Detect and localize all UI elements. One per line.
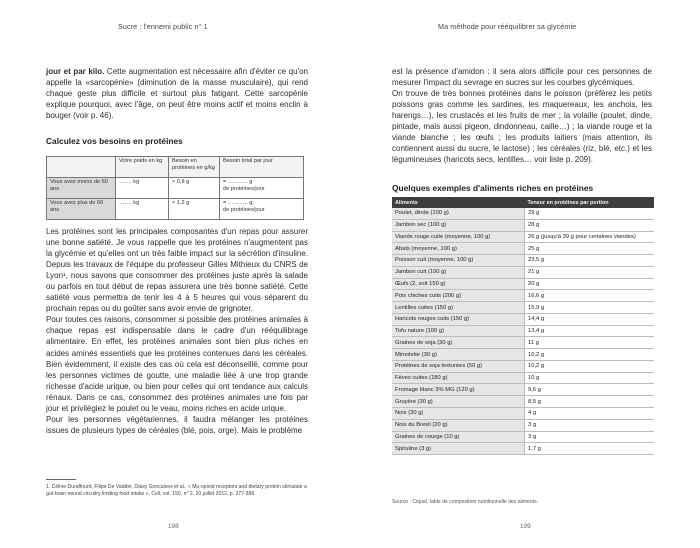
body-paragraph: On trouve de très bonnes protéines dans le poisson (préférez les petits poissons gras comme les sardines, les maquereaux, les anchois, les harengs…), les crustacés et les fruits de mer ; la volaille (poulet, dinde, pintade, mais aussi pigeon, dindonneau, caille…) ; la viande rouge et la viande blanche ; les œufs ; les produits laitiers (mais attention, ils contiennent aussi du sucre, le lactose) ; les céréales (riz, blé, etc.) et les légumineuses (haricots secs, lentilles… voir liste p. 209).: [392, 89, 652, 165]
table-row: [392, 302, 654, 314]
value-column-header: Teneur en protéines par portion: [525, 197, 655, 208]
protein-value-cell: 23,5 g: [525, 255, 655, 267]
protein-value-cell: 25 g: [525, 243, 655, 255]
needs-total-unit: de protéines/jour: [223, 207, 265, 214]
needs-factor-cell: × 1,2 g: [169, 199, 220, 220]
food-table-header: [392, 197, 654, 208]
right-page: [350, 0, 700, 548]
footnote: 1. Céline Duraffourd, Filipe De Vadder, Daisy Goncalves et al., « Mu-opioid receptors and dietary protein stimulate a gut-brain neural circuitry limiting food intake », Cell, vol. 150, n° 2, 20 juillet 2012, p. 377-388.: [46, 484, 307, 497]
protein-value-cell: 16,6 g: [525, 290, 655, 302]
food-name-cell: Mimolette (30 g): [392, 349, 525, 361]
food-name-cell: Graines de courge (10 g): [392, 431, 525, 443]
needs-header-blank: [47, 157, 116, 178]
needs-weight-cell: ……. kg: [116, 199, 169, 220]
needs-row-label: Vous avez plus de 60 ans: [47, 199, 116, 220]
food-name-cell: Jambon sec (100 g): [392, 219, 525, 231]
table-row: [392, 208, 654, 219]
needs-row-over-60: [47, 199, 304, 220]
protein-value-cell: 3 g: [525, 419, 655, 431]
protein-foods-table: [392, 197, 654, 455]
needs-header-total: Besoin total par jour: [220, 157, 304, 178]
table-row: [392, 419, 654, 431]
table-row: [392, 266, 654, 278]
protein-value-cell: 20 g: [525, 278, 655, 290]
table-row: [392, 408, 654, 420]
food-name-cell: Graines de soja (30 g): [392, 337, 525, 349]
table-row: [392, 443, 654, 455]
protein-value-cell: 10,2 g: [525, 360, 655, 372]
needs-factor-cell: × 0,8 g: [169, 178, 220, 199]
table-row: [392, 243, 654, 255]
needs-table-header: [47, 157, 304, 178]
table-row: [392, 349, 654, 361]
needs-title: Calculez vos besoins en protéines: [46, 136, 183, 146]
food-name-cell: Fromage blanc 3% MG (120 g): [392, 384, 525, 396]
table-row: [392, 396, 654, 408]
food-name-cell: Poisson cuit (moyenne, 100 g): [392, 255, 525, 267]
food-name-cell: Tofu nature (100 g): [392, 325, 525, 337]
needs-total-value: = ……….. g: [223, 200, 253, 206]
protein-value-cell: 29 g: [525, 208, 655, 219]
food-name-cell: Noix (30 g): [392, 408, 525, 420]
table-row: [392, 384, 654, 396]
food-name-cell: Œufs (2, soit 150 g): [392, 278, 525, 290]
right-page-number: 199: [520, 523, 531, 530]
food-name-cell: Jambon cuit (100 g): [392, 266, 525, 278]
protein-value-cell: 26 g (jusqu'à 39 g pour certaines viandes): [525, 231, 655, 243]
table-row: [392, 360, 654, 372]
food-name-cell: Pois chiches cuits (200 g): [392, 290, 525, 302]
protein-value-cell: 13,4 g: [525, 325, 655, 337]
protein-value-cell: 10 g: [525, 372, 655, 384]
needs-total-unit: de protéines/jour: [223, 186, 265, 193]
right-running-head: Ma méthode pour rééquilibrer sa glycémie: [438, 22, 577, 31]
needs-total-value: = ……….. g: [223, 179, 253, 185]
table-row: [392, 372, 654, 384]
table-source-note: Source : Ciqual, table de composition nutritionnelle des aliments.: [392, 499, 539, 505]
food-name-cell: Spiruline (3 g): [392, 443, 525, 455]
intro-lead: jour et par kilo.: [46, 67, 105, 76]
intro-paragraph: [46, 66, 308, 121]
body-paragraph: Pour toutes ces raisons, consommer si possible des protéines animales à chaque repas est indispensable dans le cadre d'un rééquilibrage alimentaire. En effet, les protéines animales sont bien plus riches en acides aminés essentiels que les protéines contenues dans les céréales. Bien évidemment, il existe des cas où cela est déconseillé, comme pour les personnes victimes de goutte, une maladie liée à une trop grande richesse d'acide urique, ou bien pour celles qui ont tendance aux calculs rénaux. Dans ce cas, consommez des protéines animales une fois par jour et privilégiez le poulet ou le veau, moins riches en acide urique.: [46, 315, 308, 413]
table-row: [392, 231, 654, 243]
footnote-divider: [46, 479, 76, 480]
protein-value-cell: 15,9 g: [525, 302, 655, 314]
left-page-number: 198: [168, 523, 179, 530]
needs-header-weight: Votre poids en kg: [116, 157, 169, 178]
food-name-cell: Haricots rouges cuits (150 g): [392, 313, 525, 325]
food-name-cell: Protéines de soja texturées (50 g): [392, 360, 525, 372]
left-running-head: Sucre : l'ennemi public n° 1: [118, 22, 208, 31]
protein-value-cell: 10,2 g: [525, 349, 655, 361]
protein-value-cell: 9,6 g: [525, 384, 655, 396]
protein-value-cell: 11 g: [525, 337, 655, 349]
protein-value-cell: 8,5 g: [525, 396, 655, 408]
food-name-cell: Fèves cuites (180 g): [392, 372, 525, 384]
table-row: [392, 325, 654, 337]
left-body-text: [46, 226, 308, 436]
body-paragraph: Pour les personnes végétariennes, il faudra mélanger les protéines issues de plusieurs types de céréales (blé, pois, orge). Mais le problème: [46, 414, 308, 435]
needs-weight-cell: ……. kg: [116, 178, 169, 199]
needs-total-cell: [220, 199, 304, 220]
needs-table: [46, 156, 304, 220]
food-column-header: Aliments: [392, 197, 525, 208]
right-body-text: [392, 66, 652, 165]
protein-value-cell: 28 g: [525, 219, 655, 231]
food-table-title: Quelques exemples d'aliments riches en protéines: [392, 183, 594, 193]
body-paragraph: est la présence d'amidon : il sera alors difficile pour ces personnes de mesurer l'impact du sevrage en sucres sur les courbes glycémiques.: [392, 67, 652, 88]
intro-text: Cette augmentation est nécessaire afin d'éviter ce qu'on appelle la «sarcopénie» (diminution de la masse musculaire), qui rend chaque geste plus difficile et surtout plus fatigant. Cette sarcopénie explique pourquoi, avec l'âge, on peut être moins actif et moins enclin à bouger (voir p. 46).: [46, 67, 308, 121]
table-row: [392, 255, 654, 267]
protein-value-cell: 21 g: [525, 266, 655, 278]
table-row: [392, 290, 654, 302]
table-row: [392, 337, 654, 349]
food-name-cell: Lentilles cuites (150 g): [392, 302, 525, 314]
needs-total-cell: [220, 178, 304, 199]
table-row: [392, 219, 654, 231]
needs-header-factor: Besoin en protéines en g/kg: [169, 157, 220, 178]
body-paragraph: Les protéines sont les principales composantes d'un repas pour assurer une bonne satiété. Je vous rappelle que les protéines n'augmentent pas la glycémie et qu'elles ont un très faible impact sur la sécrétion d'insuline. Depuis les travaux de l'équipe du professeur Gilles Mithieux du CNRS de Lyon¹, nous savons que consommer des protéines juste après la salade ou parfois en tout début de repas assurera une très bonne satiété. Cette satiété vous permettra de tenir les 4 à 5 heures qui vous séparent du prochain repas ou du goûter sans avoir envie de grignoter.: [46, 227, 308, 314]
food-name-cell: Noix du Brésil (20 g): [392, 419, 525, 431]
table-row: [392, 313, 654, 325]
protein-value-cell: 14,4 g: [525, 313, 655, 325]
food-name-cell: Abats (moyenne, 100 g): [392, 243, 525, 255]
food-name-cell: Viande rouge cuite (moyenne, 100 g): [392, 231, 525, 243]
protein-value-cell: 3 g: [525, 431, 655, 443]
table-row: [392, 431, 654, 443]
protein-value-cell: 4 g: [525, 408, 655, 420]
protein-value-cell: 1,7 g: [525, 443, 655, 455]
needs-row-under-60: [47, 178, 304, 199]
table-row: [392, 278, 654, 290]
food-name-cell: Gruyère (30 g): [392, 396, 525, 408]
needs-row-label: Vous avez moins de 60 ans: [47, 178, 116, 199]
food-name-cell: Poulet, dinde (100 g): [392, 208, 525, 219]
